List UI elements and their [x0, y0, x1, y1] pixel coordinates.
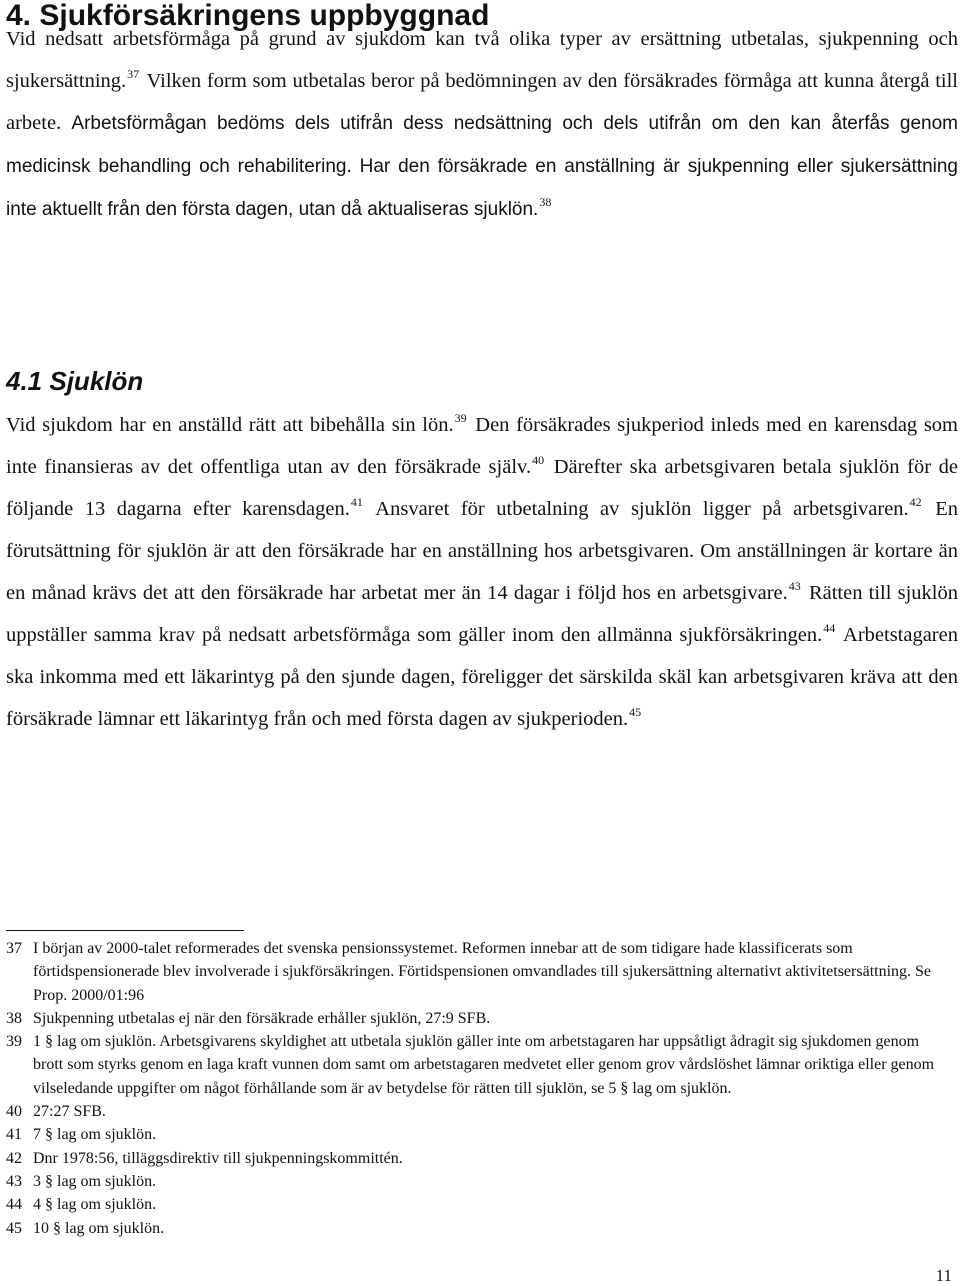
sjuklon-sentence-6: Rätten till sjuklön uppställer samma krav på nedsatt arbetsförmåga som gäller inom den allmänna sjukförsäkringen.	[6, 582, 958, 646]
intro-sentence-3: Arbetsförmågan bedöms dels utifrån dess nedsättning och dels utifrån om den kan återfås genom medicinsk behandling och rehabilitering. Har den försäkrade en anställning är sjukpenning eller sjukersättning inte aktuellt från den första dagen, utan då aktualiseras sjuklön.	[6, 113, 958, 220]
footnote-41	[6, 1123, 946, 1146]
sjuklon-sentence-3: Därefter ska arbetsgivaren betala sjuklön för de följande 13 dagarna efter karensdagen.	[6, 456, 958, 520]
footnote-42	[6, 1147, 946, 1170]
footnote-ref-39[interactable]: 39	[454, 411, 467, 425]
subsection-heading: 4.1 Sjuklön	[6, 366, 144, 396]
footnote-number: 37	[6, 940, 22, 957]
footnote-text: 4 § lag om sjuklön.	[33, 1196, 157, 1214]
footnote-number: 45	[6, 1219, 22, 1237]
sjuklon-sentence-7: Arbetstagaren ska inkomma med ett läkarintyg på den sjunde dagen, föreligger det särskilda skäl kan arbetsgivaren kräva att den försäkrade lämnar ett läkarintyg från och med första dagen av sjukperioden.	[6, 624, 958, 730]
sjuklon-sentence-5: En förutsättning för sjuklön är att den försäkrade har en anställning hos arbetsgivaren. Om anställningen är kortare än en månad krävs det att den försäkrade har arbetat mer än 14 dagar i följd hos en arbetsgivare.	[6, 498, 958, 604]
footnote-ref-37[interactable]: 37	[127, 67, 140, 81]
footnote-ref-38[interactable]: 38	[539, 195, 552, 209]
footnote-44	[6, 1193, 946, 1216]
footnote-text: Sjukpenning utbetalas ej när den försäkrade erhåller sjuklön, 27:9 SFB.	[33, 1009, 491, 1027]
footnote-text: 7 § lag om sjuklön.	[33, 1126, 157, 1144]
sjuklon-paragraph	[6, 404, 958, 740]
sjuklon-sentence-1: Vid sjukdom har en anställd rätt att bibehålla sin lön.	[6, 414, 454, 436]
section-heading: 4. Sjukförsäkringens uppbyggnad	[6, 0, 490, 32]
footnote-ref-40[interactable]: 40	[532, 453, 545, 467]
footnote-38	[6, 1007, 946, 1030]
footnote-text: 1 § lag om sjuklön. Arbetsgivarens skyldighet att utbetala sjuklön gäller inte om arbetstagaren har uppsåtligt ådragit sig sjukdomen genom brott som styrks genom en laga kraft vunnen dom samt om arbetstagaren medvetet eller genom grov vårdslöshet lämnar oriktiga eller genom vilseledande uppgifter om något förhållande som är av betydelse för rätten till sjuklön, se 5 § lag om sjuklön.	[33, 1033, 935, 1097]
footnote-text: 27:27 SFB.	[33, 1103, 106, 1121]
footnote-number: 43	[6, 1172, 22, 1190]
footnote-text: 10 § lag om sjuklön.	[33, 1219, 165, 1237]
footnote-ref-43[interactable]: 43	[788, 579, 801, 593]
footnote-39	[6, 1030, 946, 1100]
sjuklon-sentence-4: Ansvaret för utbetalning av sjuklön ligger på arbetsgivaren.	[375, 498, 909, 520]
footnote-40	[6, 1100, 946, 1123]
footnote-43	[6, 1170, 946, 1193]
intro-paragraph	[6, 18, 958, 231]
footnote-number: 41	[6, 1126, 22, 1144]
footnote-number: 44	[6, 1196, 22, 1214]
footnote-ref-41[interactable]: 41	[350, 495, 363, 509]
footnote-text: I början av 2000-talet reformerades det svenska pensionssystemet. Reformen innebar att de som tidigare hade klassificerats som förtidspensionerade blev involverade i sjukförsäkringen. Förtidspensionen omvandlades till sjukersättning alternativt aktivitetsersättning. Se Prop. 2000/01:96	[33, 940, 932, 1004]
intro-sentence-1: Vid nedsatt arbetsförmåga på grund av sjukdom kan två olika typer av ersättning utbetalas, sjukpenning och sjukersättning.	[6, 28, 958, 92]
footnote-text: 3 § lag om sjuklön.	[33, 1172, 157, 1190]
footnote-ref-42[interactable]: 42	[909, 495, 922, 509]
footnote-ref-44[interactable]: 44	[823, 621, 836, 635]
footnote-text: Dnr 1978:56, tilläggsdirektiv till sjukpenningskommittén.	[33, 1149, 403, 1167]
footnote-number: 42	[6, 1149, 22, 1167]
footnote-number: 38	[6, 1009, 22, 1027]
intro-sentence-2: Vilken form som utbetalas beror på bedömningen av den försäkrades förmåga att kunna återgå till arbete.	[6, 70, 958, 134]
sjuklon-sentence-2: Den försäkrades sjukperiod inleds med en karensdag som inte finansieras av det offentliga utan av den försäkrade själv.	[6, 414, 959, 478]
page-number: 11	[935, 1266, 952, 1285]
footnotes-list	[6, 937, 946, 1240]
footnote-37	[6, 937, 946, 1007]
footnote-separator	[6, 930, 244, 931]
footnote-number: 40	[6, 1103, 22, 1121]
footnote-number: 39	[6, 1033, 22, 1051]
footnote-45	[6, 1217, 946, 1240]
footnote-ref-45[interactable]: 45	[629, 705, 642, 719]
